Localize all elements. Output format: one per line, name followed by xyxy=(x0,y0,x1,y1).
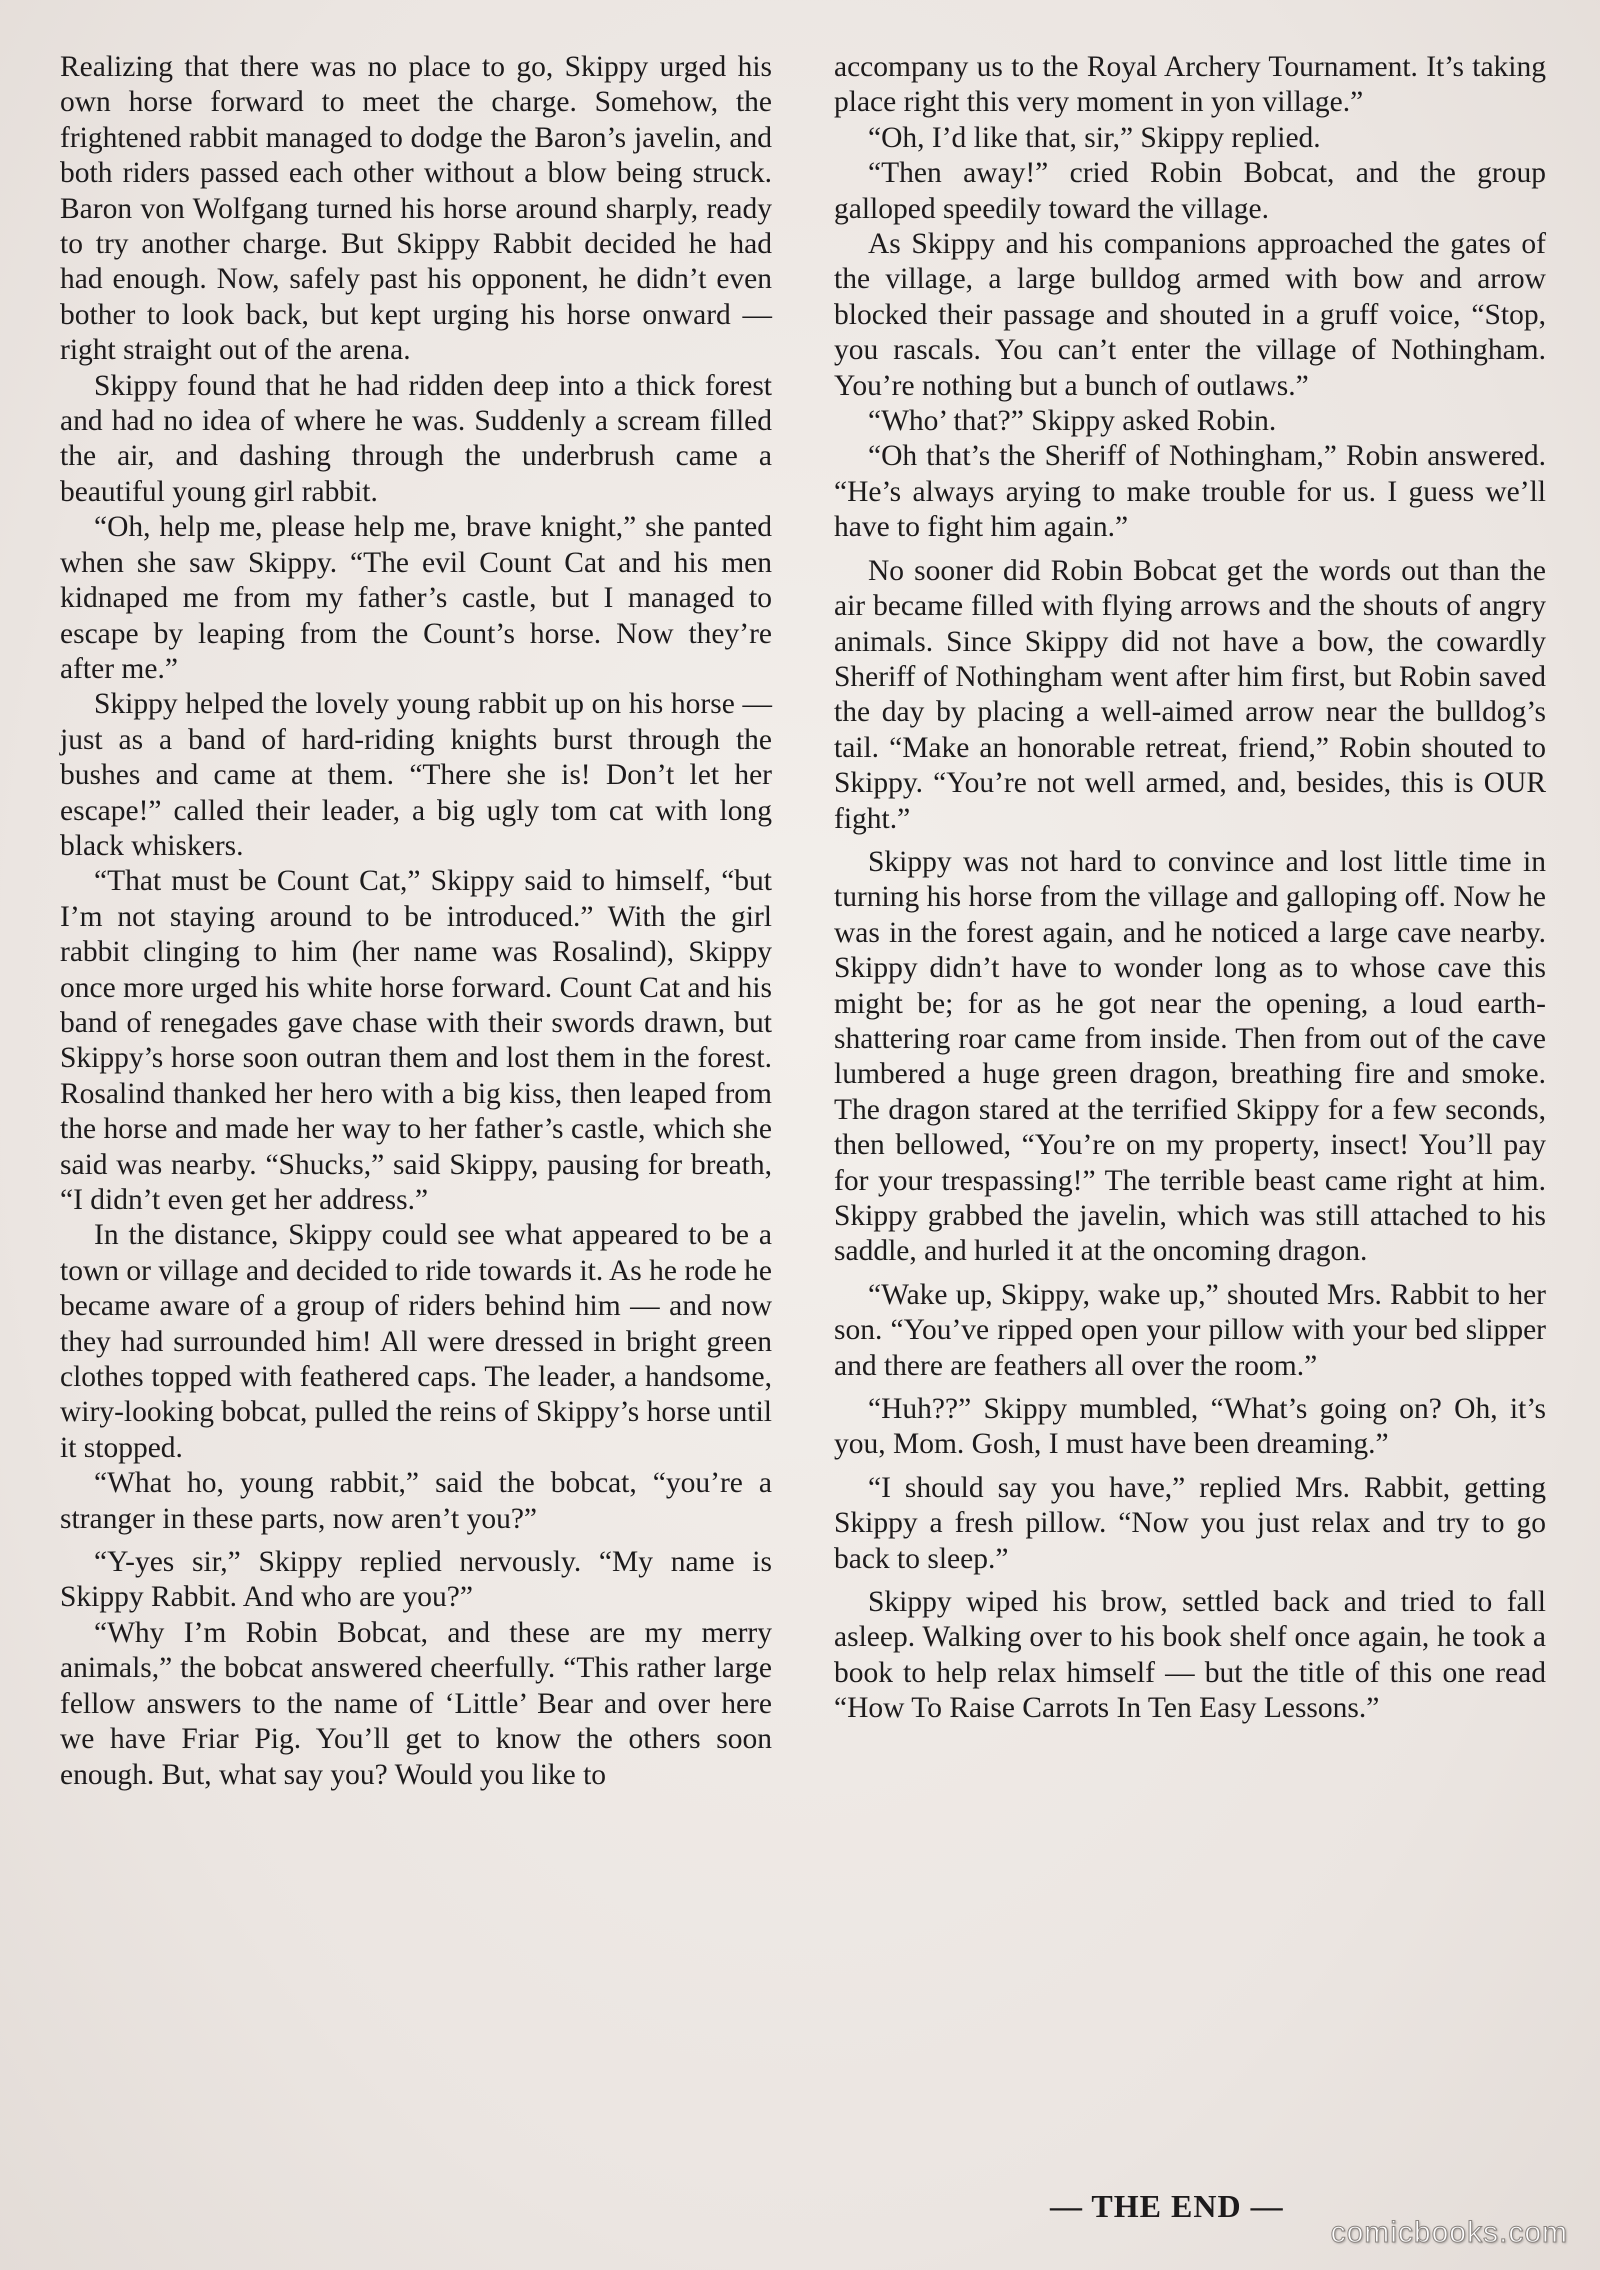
paragraph: “Why I’m Robin Bobcat, and these are my merry animals,” the bobcat answered cheerfully. “This rather large fellow answers to the name of ‘Little’ Bear and over here we have Friar Pig. You’ll get to know the others soon enough. But, what say you? Would you like to xyxy=(60,1616,772,1791)
paragraph: As Skippy and his companions approached the gates of the village, a large bulldog armed with bow and arrow blocked their passage and shouted in a gruff voice, “Stop, you rascals. You can’t enter the village of Nothingham. You’re nothing but a bunch of outlaws.” xyxy=(834,228,1546,402)
paragraph: “Y-yes sir,” Skippy replied nervously. “My name is Skippy Rabbit. And who are you?” xyxy=(60,1546,772,1614)
paragraph: Skippy found that he had ridden deep into a thick forest and had no idea of where he was. Suddenly a scream filled the air, and dashing through the underbrush came a beautiful young girl rabbit. xyxy=(60,369,772,508)
paragraph: “Wake up, Skippy, wake up,” shouted Mrs. Rabbit to her son. “You’ve ripped open your pillow with your bed slipper and there are feathers all over the room.” xyxy=(834,1278,1546,1382)
paragraph: “Then away!” cried Robin Bobcat, and the group galloped speedily toward the village. xyxy=(834,157,1546,225)
paragraph: accompany us to the Royal Archery Tournament. It’s taking place right this very moment in yon village.” xyxy=(834,51,1546,119)
paragraph: “That must be Count Cat,” Skippy said to himself, “but I’m not staying around to be introduced.” With the girl rabbit clinging to him (her name was Rosalind), Skippy once more urged his white horse forward. Count Cat and his band of renegades gave chase with their swords drawn, but Skippy’s horse soon outran them and lost them in the forest. Rosalind thanked her hero with a big kiss, then leaped from the horse and made her way to her father’s castle, which she said was nearby. “Shucks,” said Skippy, pausing for breath, “I didn’t even get her address.” xyxy=(60,865,772,1216)
paragraph: “I should say you have,” replied Mrs. Rabbit, getting Skippy a fresh pillow. “Now you just relax and try to go back to sleep.” xyxy=(834,1471,1546,1575)
paragraph: “What ho, young rabbit,” said the bobcat, “you’re a stranger in these parts, now aren’t you?” xyxy=(60,1467,772,1535)
paragraph: “Who’ that?” Skippy asked Robin. xyxy=(868,405,1277,438)
paragraph: Skippy was not hard to convince and lost little time in turning his horse from the village and galloping off. Now he was in the forest again, and he noticed a large cave nearby. Skippy didn’t have to wonder long as to whose cave this might be; for as he got near the opening, a loud earth-shattering roar came from inside. Then from out of the cave lumbered a huge green dragon, breathing fire and smoke. The dragon stared at the terrified Skippy for a few seconds, then bellowed, “You’re on my property, insect! You’ll pay for your trespassing!” The terrible beast came right at him. Skippy grabbed the javelin, which was still attached to his saddle, and hurled it at the oncoming dragon. xyxy=(834,845,1546,1268)
paragraph: In the distance, Skippy could see what appeared to be a town or village and decided to ride towards it. As he rode he became aware of a group of riders behind him — and now they had surrounded him! All were dressed in bright green clothes topped with feathered caps. The leader, a handsome, wiry-looking bobcat, pulled the reins of Skippy’s horse until it stopped. xyxy=(60,1219,773,1464)
watermark-logo: comicbooks.com xyxy=(1330,2216,1568,2249)
paragraph: Skippy wiped his brow, settled back and tried to fall asleep. Walking over to his book shelf once again, he took a book to help relax himself — but the title of this one read “How To Raise Carrots In Ten Easy Lessons.” xyxy=(834,1586,1546,1725)
paragraph: “Oh, I’d like that, sir,” Skippy replied. xyxy=(868,121,1321,154)
paragraph: “Huh??” Skippy mumbled, “What’s going on? Oh, it’s you, Mom. Gosh, I must have been dreaming.” xyxy=(834,1393,1546,1461)
the-end-label: — THE END — xyxy=(1050,2188,1284,2224)
right-column xyxy=(834,50,1546,1727)
paragraph: “Oh, help me, please help me, brave knight,” she panted when she saw Skippy. “The evil Count Cat and his men kidnaped me from my father’s castle, but I managed to escape by leaping from the Count’s horse. Now they’re after me.” xyxy=(60,511,772,685)
left-column xyxy=(60,50,772,1793)
paragraph: Skippy helped the lovely young rabbit up on his horse — just as a band of hard-riding knights burst through the bushes and came at them. “There she is! Don’t let her escape!” called their leader, a big ugly tom cat with long black whiskers. xyxy=(60,688,772,862)
paragraph: Realizing that there was no place to go, Skippy urged his own horse forward to meet the charge. Somehow, the frightened rabbit managed to dodge the Baron’s javelin, and both riders passed each other without a blow being struck. Baron von Wolfgang turned his horse around sharply, ready to try another charge. But Skippy Rabbit decided he had had enough. Now, safely past his opponent, he didn’t even bother to look back, but kept urging his horse onward — right straight out of the arena. xyxy=(60,51,772,367)
paragraph: No sooner did Robin Bobcat get the words out than the air became filled with flying arrows and the shouts of angry animals. Since Skippy did not have a bow, the cowardly Sheriff of Nothingham went after him first, but Robin saved the day by placing a well-aimed arrow near the bulldog’s tail. “Make an honorable retreat, friend,” Robin shouted to Skippy. “You’re not well armed, and, besides, this is OUR fight.” xyxy=(834,554,1546,835)
paragraph: “Oh that’s the Sheriff of Nothingham,” Robin answered. “He’s always arying to make trouble for us. I guess we’ll have to fight him again.” xyxy=(834,440,1546,544)
